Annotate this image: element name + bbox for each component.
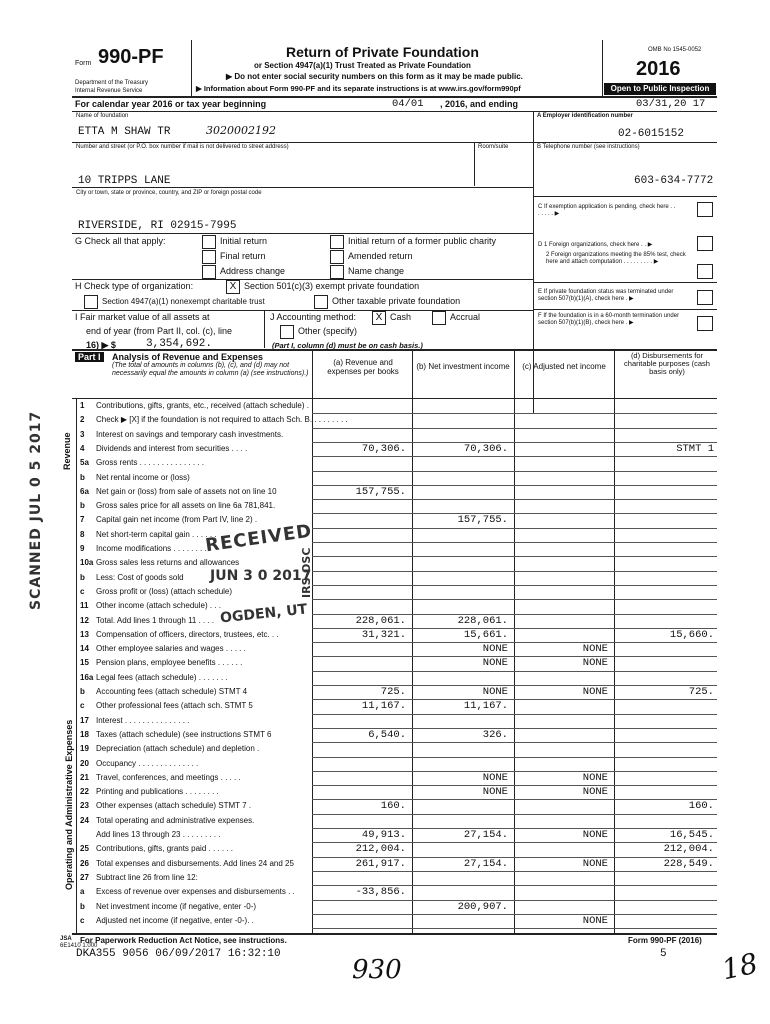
cell-b: NONE bbox=[482, 657, 508, 670]
handwritten-930: 930 bbox=[352, 955, 402, 985]
jsa-code: 6E1410 1.000 bbox=[60, 943, 98, 949]
row-number: 15 bbox=[80, 658, 89, 668]
omb-number: OMB No 1545-0052 bbox=[648, 47, 702, 53]
row-label: Printing and publications . . . . . . . . bbox=[96, 787, 219, 797]
row-label: Taxes (attach schedule) (see instructions STMT 6 bbox=[96, 729, 272, 739]
foundation-name: ETTA M SHAW TR bbox=[78, 126, 171, 138]
cell-a: 6,540. bbox=[368, 728, 406, 741]
cell-b: 326. bbox=[482, 728, 508, 741]
row-number: c bbox=[80, 915, 85, 925]
cell-b: NONE bbox=[482, 771, 508, 784]
received-date-stamp: JUN 3 0 2017 bbox=[210, 568, 312, 584]
form-prefix: Form bbox=[75, 60, 92, 67]
row-label: Check ▶ [X] if the foundation is not required to attach Sch. B. . . . . . . . . bbox=[96, 415, 348, 425]
e-checkbox[interactable] bbox=[697, 290, 713, 305]
amended-return-label: Amended return bbox=[348, 251, 413, 261]
row-label: Other professional fees (attach sch. STMT 5 bbox=[96, 701, 253, 711]
row-number: 4 bbox=[80, 443, 85, 453]
cell-b: NONE bbox=[482, 643, 508, 656]
cell-d: 725. bbox=[688, 686, 714, 698]
cell-a: 160. bbox=[380, 800, 406, 813]
cell-c: NONE bbox=[582, 686, 608, 698]
row-number: 20 bbox=[80, 758, 89, 768]
room-label: Room/suite bbox=[478, 144, 509, 150]
row-number: 21 bbox=[80, 772, 89, 782]
d1-label: D 1 Foreign organizations, check here . . ▶ bbox=[538, 242, 653, 248]
cell-a: 212,004. bbox=[355, 843, 406, 856]
row-label: Pension plans, employee benefits . . . . . . bbox=[96, 658, 243, 668]
phone-label: B Telephone number (see instructions) bbox=[537, 144, 640, 150]
part1-title: Analysis of Revenue and Expenses bbox=[112, 352, 264, 362]
address-change-label: Address change bbox=[220, 266, 286, 276]
row-label: Depreciation (attach schedule) and depletion . bbox=[96, 744, 260, 754]
cell-a: 157,755. bbox=[355, 485, 406, 498]
cell-d: STMT 1 bbox=[676, 442, 714, 455]
row-number: 2 bbox=[80, 415, 85, 425]
j-cash-label: Cash bbox=[390, 312, 412, 322]
h-4947-checkbox[interactable] bbox=[84, 295, 98, 309]
cell-c: NONE bbox=[582, 771, 608, 784]
j-cash-checkbox[interactable]: X bbox=[372, 311, 386, 325]
row-number: 23 bbox=[80, 801, 89, 811]
tax-year: 2016 bbox=[636, 58, 681, 80]
j-label: J Accounting method: bbox=[270, 312, 357, 322]
row-label: Gross sales less returns and allowances bbox=[96, 558, 240, 568]
row-number: 26 bbox=[80, 858, 89, 868]
cell-b: 27,154. bbox=[463, 829, 508, 841]
irs-osc-stamp: IRS-OSC bbox=[300, 547, 313, 598]
f-checkbox[interactable] bbox=[697, 316, 713, 331]
former-charity-checkbox[interactable] bbox=[330, 235, 344, 249]
row-label: Gross rents . . . . . . . . . . . . . . . bbox=[96, 458, 205, 468]
handwritten-18: 18 bbox=[718, 946, 761, 987]
cell-b: NONE bbox=[482, 786, 508, 799]
street-label: Number and street (or P.O. box number if mail is not delivered to street address) bbox=[76, 144, 289, 150]
row-label: Net investment income (if negative, enter -0-) bbox=[96, 901, 257, 911]
expenses-side-label: Operating and Administrative Expenses bbox=[64, 719, 74, 890]
row-label: Interest on savings and temporary cash investments. bbox=[96, 429, 284, 439]
h-501c3-label: Section 501(c)(3) exempt private foundation bbox=[244, 281, 420, 291]
row-number: 8 bbox=[80, 529, 85, 539]
notice-ssn: ▶ Do not enter social security numbers on this form as it may be made public. bbox=[226, 72, 523, 81]
row-number: b bbox=[80, 501, 85, 511]
i-label-2: end of year (from Part II, col. (c), line bbox=[86, 326, 233, 336]
pra-notice: For Paperwork Reduction Act Notice, see instructions. bbox=[80, 936, 287, 945]
row-label: Dividends and interest from securities . . . . bbox=[96, 443, 248, 453]
cell-b: 27,154. bbox=[463, 857, 508, 870]
j-note: (Part I, column (d) must be on cash basis.) bbox=[272, 341, 423, 350]
c-checkbox[interactable] bbox=[697, 202, 713, 217]
row-number: 22 bbox=[80, 787, 89, 797]
h-501c3-checkbox[interactable]: X bbox=[226, 280, 240, 294]
row-label: Total. Add lines 1 through 11 . . . . bbox=[96, 615, 215, 625]
j-other-label: Other (specify) bbox=[298, 326, 358, 336]
former-charity-label: Initial return of a former public charity bbox=[348, 236, 497, 246]
city-value: RIVERSIDE, RI 02915-7995 bbox=[78, 220, 237, 232]
form-ref: Form 990-PF (2016) bbox=[628, 936, 702, 945]
row-label: Accounting fees (attach schedule) STMT 4 bbox=[96, 687, 248, 696]
f-label: F If the foundation is in a 60-month termination under section 507(b)(1)(B), check here . ▶ bbox=[538, 313, 680, 326]
name-label: Name of foundation bbox=[76, 113, 129, 119]
scanned-stamp: SCANNED JUL 0 5 2017 bbox=[28, 410, 44, 610]
row-number: 6a bbox=[80, 486, 89, 496]
row-label: Gross profit or (loss) (attach schedule) bbox=[96, 586, 233, 596]
cell-a: -33,856. bbox=[355, 886, 406, 899]
notice-info: ▶ Information about Form 990-PF and its separate instructions is at www.irs.gov/form990pf bbox=[196, 84, 521, 93]
d2-label: 2 Foreign organizations meeting the 85% test, check here and attach computation . . . . . . . . . ▶ bbox=[546, 252, 686, 265]
handwritten-id: 3020002192 bbox=[206, 124, 276, 137]
cell-b: 70,306. bbox=[463, 442, 508, 455]
form-title: Return of Private Foundation bbox=[286, 44, 479, 60]
ein-value: 02-6015152 bbox=[618, 128, 685, 140]
cal-year-label: For calendar year 2016 or tax year beginning bbox=[75, 99, 267, 109]
cell-b: NONE bbox=[482, 686, 508, 698]
cell-a: 725. bbox=[380, 686, 406, 698]
row-label: Net gain or (loss) from sale of assets not on line 10 bbox=[96, 486, 277, 496]
cell-b: 15,661. bbox=[463, 628, 508, 641]
row-label: Capital gain net income (from Part IV, line 2) . bbox=[96, 515, 258, 525]
row-label: Net rental income or (loss) bbox=[96, 472, 190, 482]
row-label: Other expenses (attach schedule) STMT 7 . bbox=[96, 801, 252, 811]
row-number: 14 bbox=[80, 644, 89, 654]
row-number: b bbox=[80, 687, 85, 696]
row-label: Travel, conferences, and meetings . . . . . bbox=[96, 772, 241, 782]
name-change-label: Name change bbox=[348, 266, 405, 276]
row-label: Legal fees (attach schedule) . . . . . . . bbox=[96, 672, 228, 682]
row-number: 19 bbox=[80, 744, 89, 754]
row-number: 1 bbox=[80, 401, 85, 410]
j-accrual-checkbox[interactable] bbox=[432, 311, 446, 325]
ogden-stamp: OGDEN, UT bbox=[219, 601, 309, 627]
h-label: H Check type of organization: bbox=[75, 281, 194, 291]
cell-c: NONE bbox=[582, 829, 608, 841]
initial-return-label: Initial return bbox=[220, 236, 268, 246]
cell-a: 261,917. bbox=[355, 857, 406, 870]
cell-c: NONE bbox=[582, 786, 608, 799]
end-date: 03/31,20 17 bbox=[636, 98, 706, 110]
h-other-checkbox[interactable] bbox=[314, 295, 328, 309]
cell-a: 70,306. bbox=[361, 442, 406, 455]
row-label: Gross sales price for all assets on line 6a 781,841. bbox=[96, 501, 276, 511]
row-label: Net short-term capital gain . . . . . . bbox=[96, 529, 217, 539]
row-label: Total operating and administrative expenses. bbox=[96, 815, 255, 825]
amended-return-checkbox[interactable] bbox=[330, 250, 344, 264]
h-other-label: Other taxable private foundation bbox=[332, 296, 461, 306]
row-label: Other income (attach schedule) . . . bbox=[96, 601, 221, 611]
row-label: Compensation of officers, directors, trustees, etc. . . bbox=[96, 629, 279, 639]
row-label: Contributions, gifts, grants, etc., received (attach schedule) . bbox=[96, 401, 309, 410]
d2-checkbox[interactable] bbox=[697, 264, 713, 279]
row-number: b bbox=[80, 901, 85, 911]
name-change-checkbox[interactable] bbox=[330, 265, 344, 279]
row-number: 25 bbox=[80, 844, 89, 854]
row-label: Adjusted net income (if negative, enter -0-). . bbox=[96, 915, 254, 925]
row-number: 17 bbox=[80, 715, 89, 725]
row-label: Other employee salaries and wages . . . . . bbox=[96, 644, 246, 654]
cell-d: 15,660. bbox=[669, 628, 714, 641]
cell-c: NONE bbox=[582, 857, 608, 870]
cell-b: 11,167. bbox=[463, 700, 508, 713]
page-number: 5 bbox=[660, 948, 667, 960]
row-number: b bbox=[80, 472, 85, 482]
irs-label: Internal Revenue Service bbox=[75, 88, 143, 94]
final-return-label: Final return bbox=[220, 251, 266, 261]
j-other-checkbox[interactable] bbox=[280, 325, 294, 339]
row-label: Total expenses and disbursements. Add lines 24 and 25 bbox=[96, 858, 294, 868]
inspection-banner: Open to Public Inspection bbox=[604, 83, 716, 95]
cell-d: 160. bbox=[688, 800, 714, 813]
g-label: G Check all that apply: bbox=[75, 236, 166, 246]
cell-c: NONE bbox=[582, 657, 608, 670]
e-label: E If private foundation status was terminated under section 507(b)(1)(A), check here . ▶ bbox=[538, 289, 674, 302]
jsa-label: JSA bbox=[60, 936, 72, 942]
row-number: a bbox=[80, 887, 85, 897]
cell-b: 157,755. bbox=[457, 514, 508, 527]
row-number: 7 bbox=[80, 515, 85, 525]
i-label-1: I Fair market value of all assets at bbox=[75, 312, 210, 322]
row-label: Subtract line 26 from line 12: bbox=[96, 872, 198, 882]
row-number: 10a bbox=[80, 558, 94, 568]
row-label: Interest . . . . . . . . . . . . . . . bbox=[96, 715, 190, 725]
row-number: 27 bbox=[80, 872, 89, 882]
col-d-header: (d) Disbursements for charitable purposes (cash basis only) bbox=[624, 351, 710, 376]
row-label: Excess of revenue over expenses and disbursements . . bbox=[96, 887, 295, 897]
fmv-value: 3,354,692. bbox=[146, 338, 213, 350]
h-4947-label: Section 4947(a)(1) nonexempt charitable trust bbox=[102, 297, 265, 306]
row-number: c bbox=[80, 586, 85, 596]
row-number: 13 bbox=[80, 629, 89, 639]
row-label: Income modifications . . . . . . . . bbox=[96, 544, 207, 553]
phone-value: 603-634-7772 bbox=[634, 175, 714, 187]
cell-c: NONE bbox=[582, 643, 608, 656]
cell-a: 11,167. bbox=[361, 700, 406, 713]
form-subtitle: or Section 4947(a)(1) Trust Treated as Private Foundation bbox=[254, 61, 471, 70]
j-accrual-label: Accrual bbox=[450, 312, 481, 322]
cell-d: 228,549. bbox=[663, 857, 714, 870]
i-label-3: 16) ▶ $ bbox=[86, 340, 116, 350]
row-number: 24 bbox=[80, 815, 89, 825]
cell-b: 200,907. bbox=[457, 900, 508, 913]
received-stamp: RECEIVED bbox=[204, 520, 314, 557]
d1-checkbox[interactable] bbox=[697, 236, 713, 251]
row-label: Add lines 13 through 23 . . . . . . . . . bbox=[96, 830, 221, 839]
revenue-side-label: Revenue bbox=[62, 432, 72, 470]
form-number: 990-PF bbox=[98, 46, 164, 68]
row-label: Less: Cost of goods sold bbox=[96, 572, 184, 582]
col-b-header: (b) Net investment income bbox=[416, 362, 510, 371]
part1-tag: Part I bbox=[75, 352, 104, 362]
row-number: c bbox=[80, 701, 85, 711]
row-number: 11 bbox=[80, 601, 89, 611]
initial-return-checkbox[interactable] bbox=[202, 235, 216, 249]
city-label: City or town, state or province, country, and ZIP or foreign postal code bbox=[76, 190, 262, 196]
col-a-header: (a) Revenue and expenses per books bbox=[327, 358, 399, 376]
street-value: 10 TRIPPS LANE bbox=[78, 175, 171, 187]
cell-c: NONE bbox=[582, 914, 608, 927]
row-number: 9 bbox=[80, 544, 85, 553]
row-number: 12 bbox=[80, 615, 89, 625]
cell-a: 49,913. bbox=[361, 829, 406, 841]
address-change-checkbox[interactable] bbox=[202, 265, 216, 279]
row-number: 18 bbox=[80, 729, 89, 739]
row-number: 3 bbox=[80, 429, 85, 439]
row-number: b bbox=[80, 572, 85, 582]
begin-date: 04/01 bbox=[392, 98, 424, 110]
col-c-header: (c) Adjusted net income bbox=[522, 362, 606, 371]
row-label: Contributions, gifts, grants paid . . . . . . bbox=[96, 844, 233, 854]
cell-a: 228,061. bbox=[355, 614, 406, 627]
final-return-checkbox[interactable] bbox=[202, 250, 216, 264]
ending-label: , 2016, and ending bbox=[440, 99, 519, 109]
row-number: 16a bbox=[80, 672, 94, 682]
row-number: 5a bbox=[80, 458, 89, 468]
print-line: DKA355 9056 06/09/2017 16:32:10 bbox=[76, 948, 281, 960]
cell-d: 212,004. bbox=[663, 843, 714, 856]
cell-a: 31,321. bbox=[361, 628, 406, 641]
dept-label: Department of the Treasury bbox=[75, 80, 149, 86]
row-label: Occupancy . . . . . . . . . . . . . . bbox=[96, 758, 199, 768]
c-label: C If exemption application is pending, check here . . . . . . . ▶ bbox=[538, 204, 676, 217]
part1-note: (The total of amounts in columns (b), (c), and (d) may not necessarily equal the amounts in column (a) (see instructions).) bbox=[112, 362, 309, 377]
cell-b: 228,061. bbox=[457, 614, 508, 627]
ein-label: A Employer identification number bbox=[537, 113, 633, 119]
cell-d: 16,545. bbox=[669, 829, 714, 841]
